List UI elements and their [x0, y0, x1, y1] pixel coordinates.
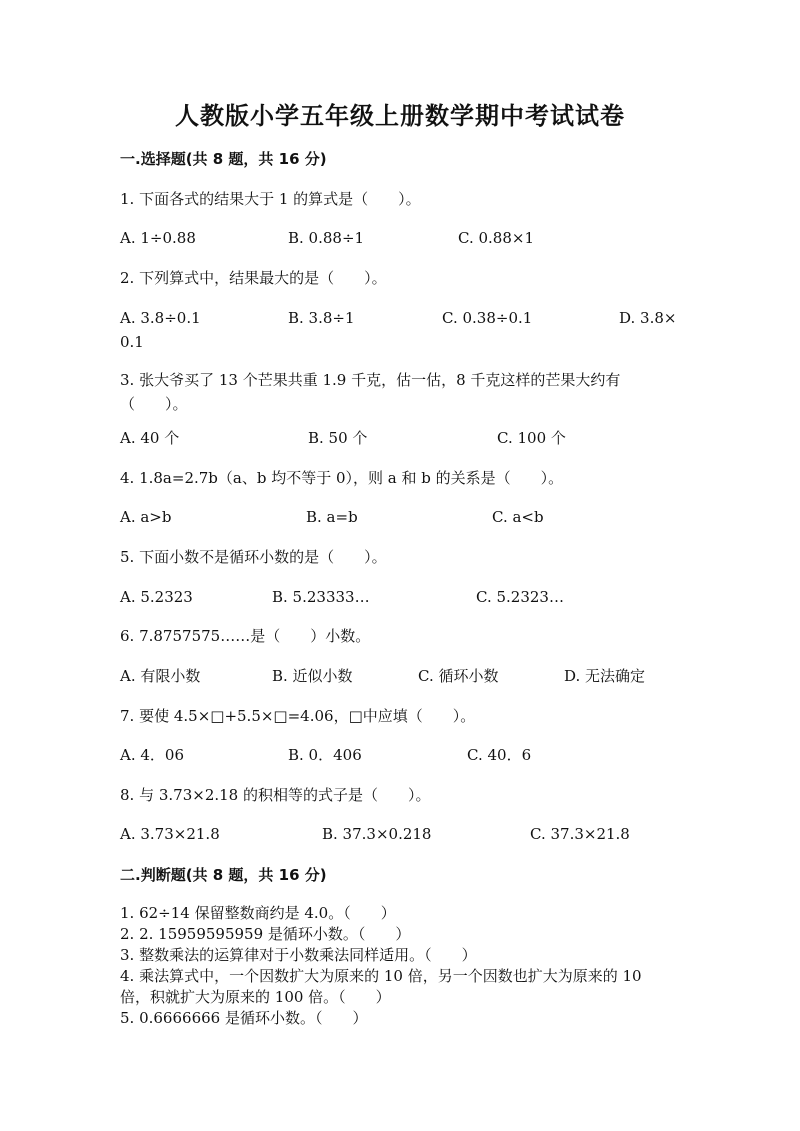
question-stem: 2. 下列算式中，结果最大的是（ ）。 [120, 269, 387, 287]
option-c: C. 5.2323… [476, 588, 564, 606]
option-c: C. 100 个 [497, 429, 566, 447]
option-a: A. 40 个 [120, 429, 180, 447]
question-5-options [120, 585, 680, 609]
option-b: B. 近似小数 [272, 667, 353, 685]
question-6 [120, 624, 680, 648]
option-b: B. a=b [306, 508, 358, 526]
question-stem-cont: （ ）。 [120, 395, 188, 413]
option-a: A. 4．06 [120, 746, 184, 764]
question-stem: 1. 下面各式的结果大于 1 的算式是（ ）。 [120, 190, 421, 208]
question-stem: 8. 与 3.73×2.18 的积相等的式子是（ ）。 [120, 786, 431, 804]
option-b: B. 0．406 [288, 746, 362, 764]
option-a: A. 有限小数 [120, 667, 201, 685]
question-2 [120, 266, 680, 290]
option-b: B. 5.23333… [272, 588, 370, 606]
question-4 [120, 466, 680, 490]
judge-item-4: 4. 乘法算式中，一个因数扩大为原来的 10 倍，另一个因数也扩大为原来的 10 [120, 967, 642, 985]
question-stem: 5. 下面小数不是循环小数的是（ ）。 [120, 548, 387, 566]
question-4-options [120, 505, 680, 529]
question-2-options [120, 306, 680, 354]
option-c: C. 40．6 [467, 746, 532, 764]
question-stem: 4. 1.8a=2.7b（a、b 均不等于 0），则 a 和 b 的关系是（ ）。 [120, 469, 564, 487]
page-title: 人教版小学五年级上册数学期中考试试卷 [175, 102, 625, 130]
judge-item-4-cont: 倍，积就扩大为原来的 100 倍。（ ） [120, 988, 391, 1006]
question-7-options [120, 743, 680, 767]
section-heading-judge: 二.判断题(共 8 题，共 16 分) [120, 866, 327, 884]
judge-list [120, 903, 680, 1029]
option-a: A. 3.8÷0.1 [120, 309, 201, 327]
option-a: A. a>b [120, 508, 172, 526]
option-c: C. a<b [492, 508, 544, 526]
question-1 [120, 187, 680, 211]
question-stem: 7. 要使 4.5×□+5.5×□=4.06，□中应填（ ）。 [120, 707, 476, 725]
option-a: A. 1÷0.88 [120, 229, 196, 247]
option-d-wrap: 0.1 [120, 333, 144, 351]
judge-item-1: 1. 62÷14 保留整数商约是 4.0。（ ） [120, 904, 396, 922]
option-c: C. 37.3×21.8 [530, 825, 630, 843]
question-stem: 6. 7.8757575……是（ ）小数。 [120, 627, 371, 645]
question-7 [120, 704, 680, 728]
question-8-options [120, 822, 680, 846]
question-3 [120, 368, 680, 416]
section-heading-choice: 一.选择题(共 8 题，共 16 分) [120, 150, 327, 168]
option-d: D. 无法确定 [564, 667, 646, 685]
option-a: A. 3.73×21.8 [120, 825, 220, 843]
question-5 [120, 545, 680, 569]
option-d: D. 3.8× [619, 309, 677, 327]
question-stem: 3. 张大爷买了 13 个芒果共重 1.9 千克，估一估，8 千克这样的芒果大约有 [120, 371, 621, 389]
option-c: C. 0.38÷0.1 [442, 309, 533, 327]
question-1-options [120, 226, 680, 250]
option-b: B. 50 个 [308, 429, 368, 447]
judge-item-5: 5. 0.6666666 是循环小数。（ ） [120, 1009, 368, 1027]
question-8 [120, 783, 680, 807]
option-c: C. 循环小数 [418, 667, 499, 685]
option-c: C. 0.88×1 [458, 229, 534, 247]
option-b: B. 0.88÷1 [288, 229, 365, 247]
option-b: B. 3.8÷1 [288, 309, 355, 327]
question-6-options [120, 664, 680, 688]
judge-item-3: 3. 整数乘法的运算律对于小数乘法同样适用。（ ） [120, 946, 477, 964]
question-3-options [120, 426, 680, 450]
judge-item-2: 2. 2. 15959595959 是循环小数。（ ） [120, 925, 411, 943]
option-a: A. 5.2323 [120, 588, 193, 606]
option-b: B. 37.3×0.218 [322, 825, 432, 843]
